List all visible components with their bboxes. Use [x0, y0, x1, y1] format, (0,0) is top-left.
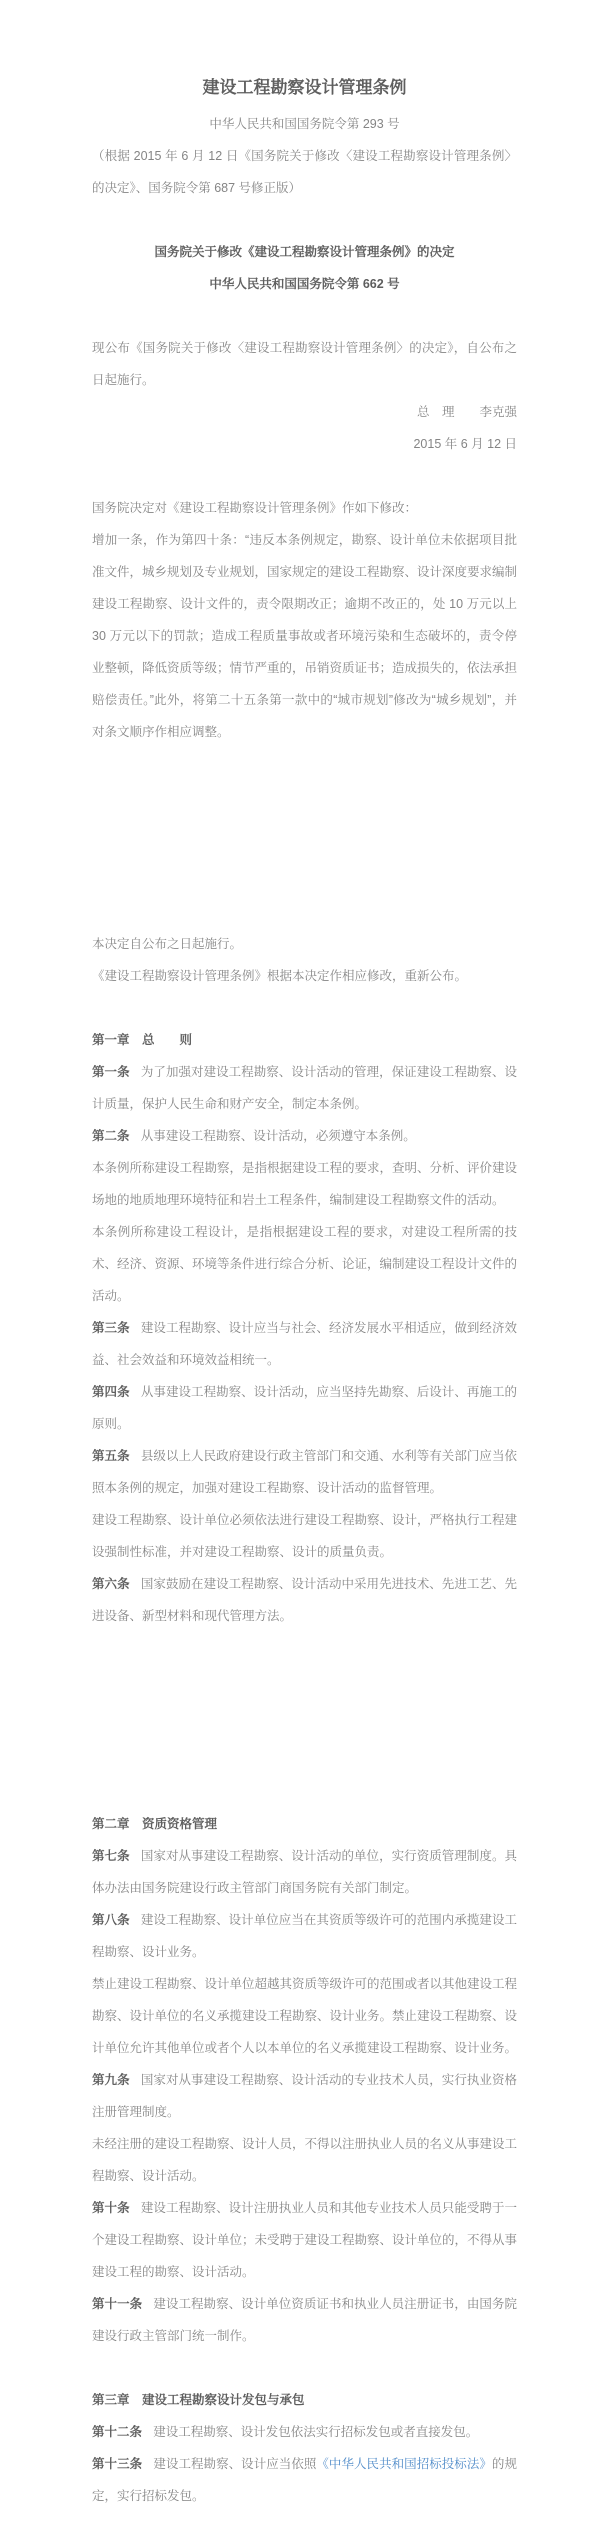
article-7-number: 第七条 [92, 1849, 130, 1863]
article-2 [92, 1120, 517, 1152]
article-2-paragraph-2: 本条例所称建设工程勘察，是指根据建设工程的要求，查明、分析、评价建设场地的地质地理环境特征和岩土工程条件，编制建设工程勘察文件的活动。 [92, 1161, 518, 1207]
article-4 [92, 1376, 517, 1440]
article-9 [92, 2064, 517, 2128]
article-5-paragraph-2: 建设工程勘察、设计单位必须依法进行建设工程勘察、设计，严格执行工程建设强制性标准，并对建设工程勘察、设计的质量负责。 [92, 1513, 518, 1559]
article-7-text: 国家对从事建设工程勘察、设计活动的单位，实行资质管理制度。具体办法由国务院建设行政主管部门商国务院有关部门制定。 [92, 1849, 517, 1895]
article-8-paragraph-2: 禁止建设工程勘察、设计单位超越其资质等级许可的范围或者以其他建设工程勘察、设计单位的名义承揽建设工程勘察、设计业务。禁止建设工程勘察、设计单位允许其他单位或者个人以本单位的名义承揽建设工程勘察、设计业务。 [92, 1977, 518, 2055]
article-11-text: 建设工程勘察、设计单位资质证书和执业人员注册证书，由国务院建设行政主管部门统一制作。 [92, 2297, 517, 2343]
article-4-text: 从事建设工程勘察、设计活动，应当坚持先勘察、后设计、再施工的原则。 [92, 1385, 517, 1431]
revision-note: （根据 2015 年 6 月 12 日《国务院关于修改〈建设工程勘察设计管理条例〉的决定》、国务院令第 687 号修正版） [92, 149, 517, 195]
article-13-number: 第十三条 [92, 2457, 143, 2471]
article-5-text: 县级以上人民政府建设行政主管部门和交通、水利等有关部门应当依照本条例的规定，加强对建设工程勘察、设计活动的监督管理。 [92, 1449, 517, 1495]
signature-premier: 总 理 李克强 [416, 405, 517, 419]
article-12 [92, 2416, 517, 2448]
article-13 [92, 2448, 517, 2512]
article-3-number: 第三条 [92, 1321, 130, 1335]
article-3-text: 建设工程勘察、设计应当与社会、经济发展水平相适应，做到经济效益、社会效益和环境效益相统一。 [92, 1321, 517, 1367]
decision-title: 国务院关于修改《建设工程勘察设计管理条例》的决定 [154, 245, 455, 259]
article-8-text: 建设工程勘察、设计单位应当在其资质等级许可的范围内承揽建设工程勘察、设计业务。 [92, 1913, 517, 1959]
article-8 [92, 1904, 517, 1968]
decision-announcement: 现公布《国务院关于修改〈建设工程勘察设计管理条例〉的决定》，自公布之日起施行。 [92, 341, 517, 387]
article-11 [92, 2288, 517, 2352]
signature-date: 2015 年 6 月 12 日 [413, 437, 517, 451]
article-2-text: 从事建设工程勘察、设计活动，必须遵守本条例。 [140, 1129, 416, 1143]
article-9-number: 第九条 [92, 2073, 130, 2087]
article-13-text-after-link: 的规定，实行招标发包。 [92, 2457, 517, 2503]
legal-document [92, 0, 517, 2512]
article-6-number: 第六条 [92, 1577, 130, 1591]
article-9-text: 国家对从事建设工程勘察、设计活动的专业技术人员，实行执业资格注册管理制度。 [92, 2073, 517, 2119]
article-3 [92, 1312, 517, 1376]
article-5 [92, 1440, 517, 1504]
article-12-text: 建设工程勘察、设计发包依法实行招标发包或者直接发包。 [153, 2425, 479, 2439]
article-6-text: 国家鼓励在建设工程勘察、设计活动中采用先进技术、先进工艺、先进设备、新型材料和现代管理方法。 [92, 1577, 517, 1623]
article-13-text-before-link: 建设工程勘察、设计应当依照 [153, 2457, 317, 2471]
article-1 [92, 1056, 517, 1120]
article-6 [92, 1568, 517, 1632]
article-1-text: 为了加强对建设工程勘察、设计活动的管理，保证建设工程勘察、设计质量，保护人民生命和财产安全，制定本条例。 [92, 1065, 517, 1111]
article-2-paragraph-3: 本条例所称建设工程设计，是指根据建设工程的要求，对建设工程所需的技术、经济、资源、环境等条件进行综合分析、论证，编制建设工程设计文件的活动。 [92, 1225, 518, 1303]
chapter-3-heading: 第三章 建设工程勘察设计发包与承包 [92, 2393, 305, 2407]
article-2-number: 第二条 [92, 1129, 130, 1143]
article-10 [92, 2192, 517, 2288]
article-4-number: 第四条 [92, 1385, 130, 1399]
article-5-number: 第五条 [92, 1449, 130, 1463]
document-title: 建设工程勘察设计管理条例 [202, 78, 407, 97]
article-12-number: 第十二条 [92, 2425, 143, 2439]
chapter-2-heading: 第二章 资质资格管理 [92, 1817, 218, 1831]
bidding-law-link[interactable]: 《中华人民共和国招标投标法》 [316, 2457, 492, 2471]
decision-closing-1: 本决定自公布之日起施行。 [92, 937, 243, 951]
article-10-text: 建设工程勘察、设计注册执业人员和其他专业技术人员只能受聘于一个建设工程勘察、设计单位；未受聘于建设工程勘察、设计单位的，不得从事建设工程的勘察、设计活动。 [92, 2201, 518, 2279]
decision-intro: 国务院决定对《建设工程勘察设计管理条例》作如下修改： [92, 501, 418, 515]
article-7 [92, 1840, 517, 1904]
chapter-1-heading: 第一章 总 则 [92, 1033, 193, 1047]
article-11-number: 第十一条 [92, 2297, 143, 2311]
article-10-number: 第十条 [92, 2201, 130, 2215]
decision-closing-2: 《建设工程勘察设计管理条例》根据本决定作相应修改，重新公布。 [92, 969, 468, 983]
decision-amendment: 增加一条，作为第四十条：“违反本条例规定，勘察、设计单位未依据项目批准文件，城乡规划及专业规划，国家规定的建设工程勘察、设计深度要求编制建设工程勘察、设计文件的，责令限期改正；逾期不改正的，处 10 万元以上 30 万元以下的罚款；造成工程质量事故或者环境污染和生态破坏的，责令停业整顿，降低资质等级；情节严重的，吊销资质证书；造成损失的，依法承担赔偿责任。”此外，将第二十五条第一款中的“城市规划”修改为“城乡规划”，并对条文顺序作相应调整。 [92, 533, 518, 739]
article-8-number: 第八条 [92, 1913, 130, 1927]
article-9-paragraph-2: 未经注册的建设工程勘察、设计人员，不得以注册执业人员的名义从事建设工程勘察、设计活动。 [92, 2137, 518, 2183]
order-number-662: 中华人民共和国国务院令第 662 号 [209, 277, 400, 291]
order-number-293: 中华人民共和国国务院令第 293 号 [209, 117, 400, 131]
article-1-number: 第一条 [92, 1065, 130, 1079]
